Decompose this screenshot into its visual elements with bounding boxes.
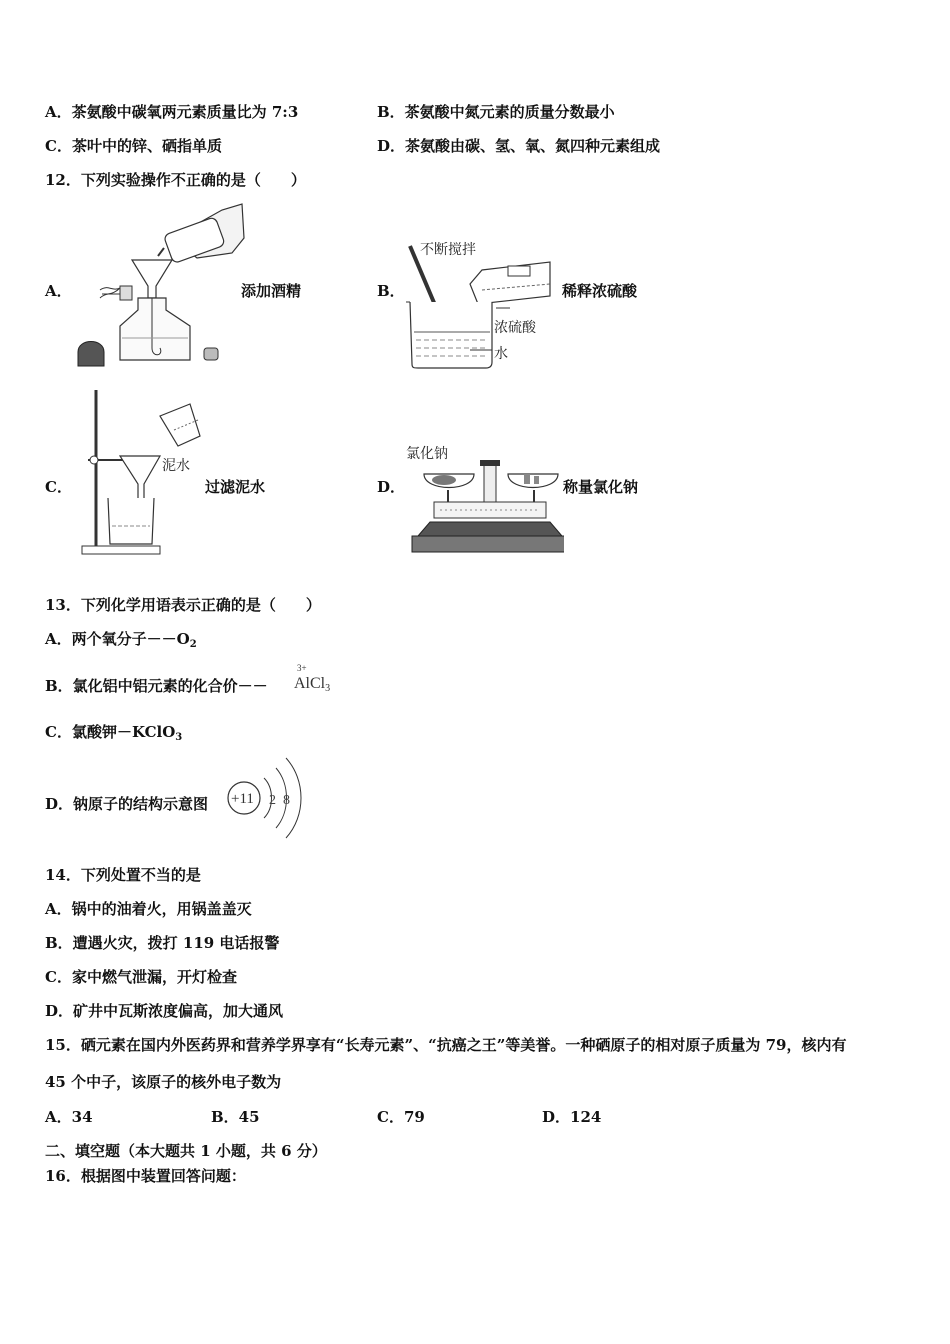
q14-option-d: D．矿井中瓦斯浓度偏高，加大通风 — [45, 1002, 284, 1020]
q16-stem: 16．根据图中装置回答问题： — [45, 1167, 246, 1185]
atom-structure-illustration — [224, 752, 304, 842]
q15-option-d: D．124 — [542, 1108, 602, 1126]
b-label-acid: 浓硫酸 — [494, 320, 536, 336]
q13-option-a-text: A．两个氧分子－－O — [45, 630, 190, 648]
q12-b-caption: 稀释浓硫酸 — [562, 282, 638, 300]
filter-illustration — [78, 386, 208, 558]
section2-title: 二、填空题（本大题共 1 小题，共 6 分） — [45, 1142, 327, 1160]
atom-shell-2: 8 — [283, 793, 290, 808]
q13-option-c-text: C．氯酸钾－KClO — [45, 723, 176, 741]
q15-option-b: B．45 — [211, 1108, 260, 1126]
q12-c-caption: 过滤泥水 — [205, 478, 266, 496]
q13-stem: 13．下列化学用语表示正确的是（ ） — [45, 596, 321, 614]
q12-stem: 12．下列实验操作不正确的是（ ） — [45, 171, 306, 189]
q14-stem: 14．下列处置不当的是 — [45, 866, 201, 884]
q13-option-a-sub: 2 — [189, 639, 197, 650]
alcohol-lamp-figure — [72, 198, 252, 377]
q15-stem-line2: 45 个中子，该原子的核外电子数为 — [45, 1073, 282, 1091]
dilute-acid-illustration — [400, 232, 560, 372]
c-label-mud: 泥水 — [162, 458, 190, 474]
q13-b-formula-text: AlCl — [294, 675, 326, 692]
balance-illustration — [404, 440, 564, 558]
q12-a-caption: 添加酒精 — [241, 282, 302, 300]
q13-b-formula-sub: 3 — [325, 683, 331, 694]
q15-option-a: A．34 — [45, 1108, 93, 1126]
q11-option-c: C．茶叶中的锌、硒指单质 — [45, 137, 222, 155]
q12-d-letter: D． — [377, 478, 406, 496]
b-label-water: 水 — [494, 346, 508, 362]
atom-nucleus-label: +11 — [231, 791, 254, 807]
dilute-acid-figure — [400, 232, 560, 376]
filter-figure — [78, 386, 208, 562]
q13-option-b: B．氯化铝中铝元素的化合价－－ — [45, 677, 268, 695]
d-label-nacl: 氯化钠 — [406, 446, 448, 462]
q12-a-letter: A． — [45, 282, 72, 300]
q11-option-b: B．茶氨酸中氮元素的质量分数最小 — [377, 103, 615, 121]
q13-option-c — [45, 723, 182, 747]
q13-b-formula — [294, 675, 330, 694]
atom-shell-1: 2 — [269, 793, 276, 808]
q14-option-c: C．家中燃气泄漏，开灯检查 — [45, 968, 237, 986]
q12-d-caption: 称量氯化钠 — [563, 478, 639, 496]
q14-option-b: B．遭遇火灾，拨打 119 电话报警 — [45, 934, 280, 952]
q14-option-a: A．锅中的油着火，用锅盖盖灭 — [45, 900, 252, 918]
q12-c-letter: C． — [45, 478, 72, 496]
q15-stem-line1: 15．硒元素在国内外医药界和营养学界享有“长寿元素”、“抗癌之王”等美誉。一种硒原子的相对原子质量为 79，核内有 — [45, 1036, 847, 1054]
q11-option-d: D．茶氨酸由碳、氢、氧、氮四种元素组成 — [377, 137, 661, 155]
q11-option-a: A．茶氨酸中碳氧两元素质量比为 7:3 — [45, 103, 299, 121]
q12-b-letter: B． — [377, 282, 405, 300]
q13-option-a — [45, 630, 197, 654]
q13-b-valence: 3+ — [297, 663, 307, 673]
alcohol-lamp-illustration — [72, 198, 252, 373]
b-label-stir: 不断搅拌 — [420, 242, 476, 258]
q15-option-c: C．79 — [377, 1108, 425, 1126]
q13-option-c-sub: 3 — [175, 732, 183, 743]
q13-option-d: D．钠原子的结构示意图 — [45, 795, 209, 813]
balance-figure — [404, 440, 564, 562]
sodium-atom-diagram — [224, 752, 304, 846]
